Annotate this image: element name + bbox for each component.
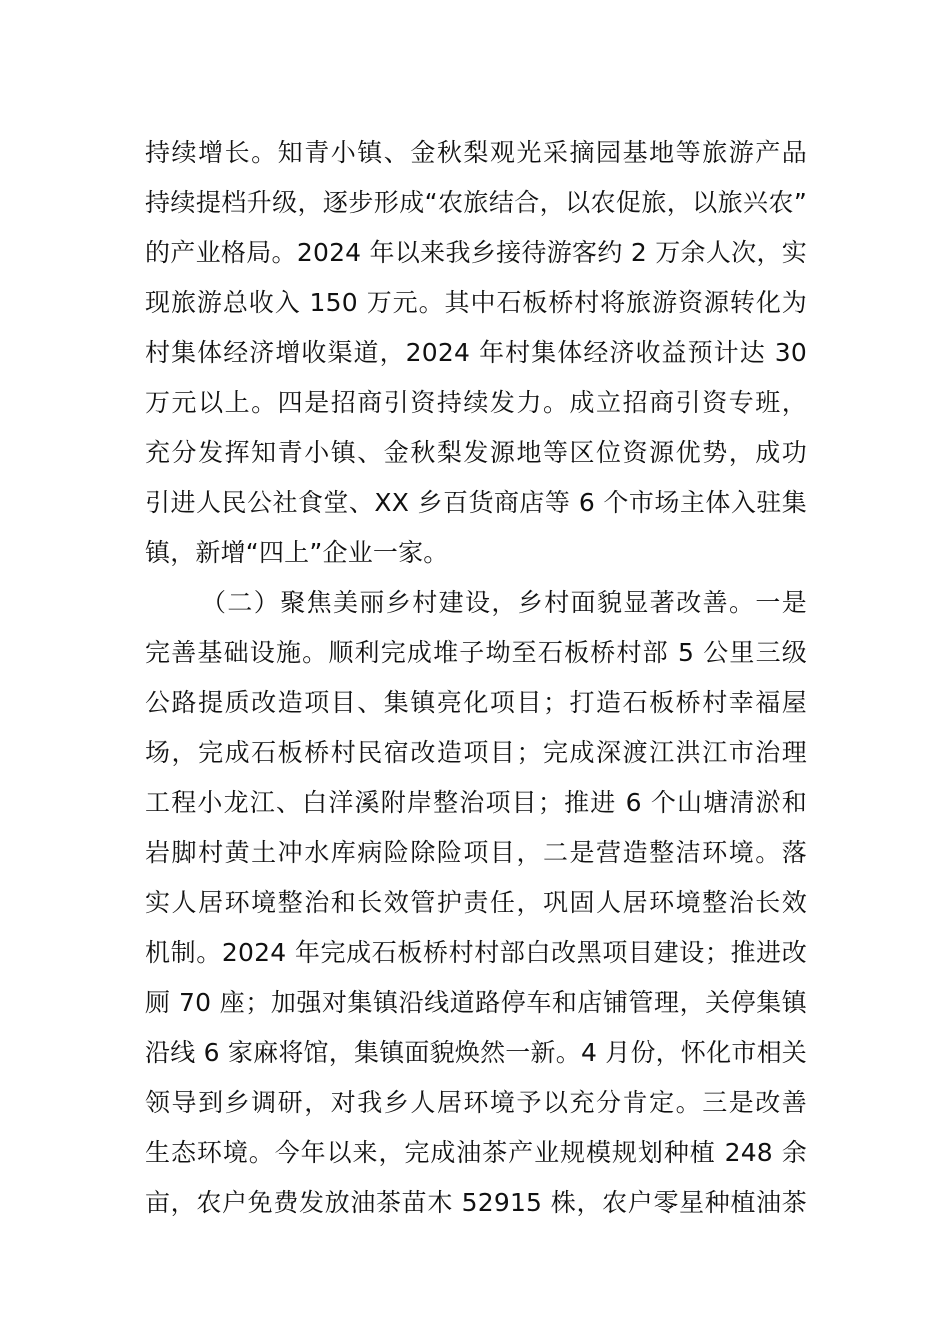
section-heading-line: （二）聚焦美丽乡村建设，乡村面貌显著改善。一是 xyxy=(201,588,807,617)
text-line: 持续增长。知青小镇、金秋梨观光采摘园基地等旅游产品 xyxy=(145,138,807,167)
text-line: 沿线 6 家麻将馆，集镇面貌焕然一新。4 月份，怀化市相关 xyxy=(145,1038,807,1067)
text-line: 完善基础设施。顺利完成堆子坳至石板桥村部 5 公里三级 xyxy=(145,638,807,667)
text-line: 工程小龙江、白洋溪附岸整治项目；推进 6 个山塘清淤和 xyxy=(145,788,807,817)
text-line: 场，完成石板桥村民宿改造项目；完成深渡江洪江市治理 xyxy=(145,738,807,767)
text-line: 充分发挥知青小镇、金秋梨发源地等区位资源优势，成功 xyxy=(145,438,807,467)
text-line: 的产业格局。2024 年以来我乡接待游客约 2 万余人次，实 xyxy=(145,238,807,267)
paragraph-tourism-investment xyxy=(145,128,807,578)
document-body xyxy=(145,128,807,1228)
text-line: 现旅游总收入 150 万元。其中石板桥村将旅游资源转化为 xyxy=(145,288,807,317)
text-line: 村集体经济增收渠道，2024 年村集体经济收益预计达 30 xyxy=(145,338,807,367)
text-line: 岩脚村黄土冲水库病险除险项目，二是营造整洁环境。落 xyxy=(145,838,807,867)
text-line: 亩，农户免费发放油茶苗木 52915 株，农户零星种植油茶 xyxy=(145,1188,807,1217)
text-line: 生态环境。今年以来，完成油茶产业规模规划种植 248 余 xyxy=(145,1138,807,1167)
text-line: 引进人民公社食堂、XX 乡百货商店等 6 个市场主体入驻集 xyxy=(145,488,807,517)
text-line: 万元以上。四是招商引资持续发力。成立招商引资专班， xyxy=(145,388,807,417)
paragraph-beautiful-village xyxy=(145,578,807,1228)
text-line: 厕 70 座；加强对集镇沿线道路停车和店铺管理，关停集镇 xyxy=(145,988,807,1017)
text-line: 镇，新增“四上”企业一家。 xyxy=(145,538,449,567)
text-line: 公路提质改造项目、集镇亮化项目；打造石板桥村幸福屋 xyxy=(145,688,807,717)
text-line: 实人居环境整治和长效管护责任，巩固人居环境整治长效 xyxy=(145,888,807,917)
text-line: 持续提档升级，逐步形成“农旅结合，以农促旅，以旅兴农” xyxy=(145,188,807,217)
text-line: 领导到乡调研，对我乡人居环境予以充分肯定。三是改善 xyxy=(145,1088,807,1117)
text-line: 机制。2024 年完成石板桥村村部白改黑项目建设；推进改 xyxy=(145,938,807,967)
